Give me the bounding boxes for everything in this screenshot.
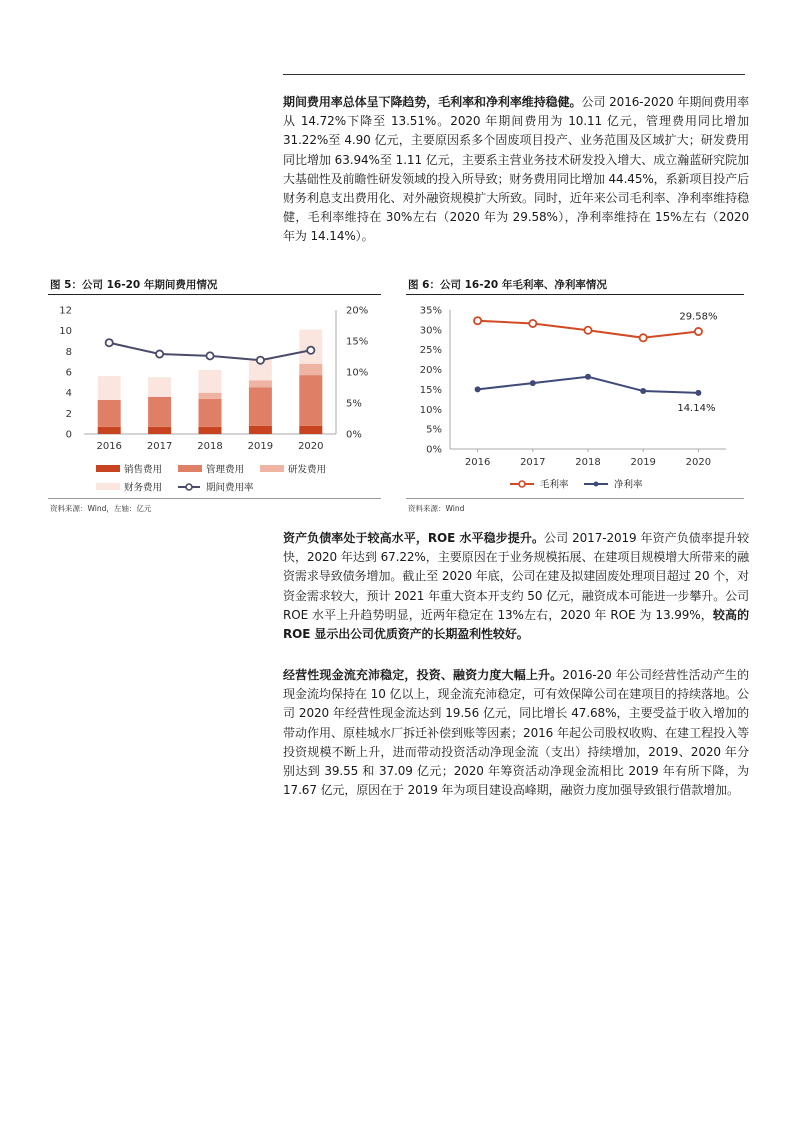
bar-segment — [199, 427, 222, 434]
legend-swatch — [178, 465, 202, 472]
bar-segment — [148, 377, 171, 397]
x-tick-label: 2017 — [520, 457, 546, 468]
line-point — [474, 317, 481, 324]
y2-tick-label: 0% — [346, 429, 362, 441]
x-tick-label: 2018 — [197, 441, 223, 452]
x-tick-label: 2016 — [464, 457, 491, 468]
x-tick-label: 2020 — [298, 441, 324, 452]
bar-segment — [299, 364, 322, 375]
bar-segment — [148, 427, 171, 434]
y-tick-label: 8 — [65, 346, 72, 358]
figure5-title-rule — [48, 294, 381, 295]
line-point — [530, 380, 536, 386]
paragraph-body: 公司 2016-2020 年期间费用率从 14.72%下降至 13.51%。2020 年期间费用为 10.11 亿元，管理费用同比增加 31.22%至 4.90 亿元，主要原因系多个固废项目投产、业务范围及区域扩大；研发费用同比增加 63.94%至 1.11 亿元，主要系主营业务技术研发投入增大、成立瀚蓝研究院加大基础性及前瞻性研发领域的投入所导致；财务费用同比增加 44.45%，系新项目投产后财务利息支出费用化、对外融资规模扩大所致。同时，近年来公司毛利率、净利率维持稳健，毛利率维持在 30%左右（2020 年为 29.58%），净利率维持在 15%左右（2020 年为 14.14%）。 — [283, 95, 749, 244]
x-tick-label: 2017 — [146, 441, 173, 452]
bar-segment — [249, 426, 272, 434]
paragraph-lead: 期间费用率总体呈下降趋势，毛利率和净利率维持稳健。 — [283, 95, 582, 109]
y-tick-label: 4 — [65, 388, 72, 400]
figure6-source-rule — [406, 498, 744, 499]
bar-segment — [199, 399, 222, 427]
data-label-net-margin-2020: 14.14% — [677, 402, 716, 414]
line-point — [584, 327, 591, 334]
line-point — [475, 386, 481, 392]
legend-label: 管理费用 — [206, 464, 245, 476]
x-tick-label: 2016 — [96, 441, 122, 452]
y-tick-label: 2 — [65, 408, 72, 420]
bar-segment — [98, 427, 121, 434]
y-tick-label: 5% — [426, 424, 442, 436]
paragraph-expense-ratio — [283, 93, 749, 247]
bar-segment — [299, 426, 322, 434]
y2-tick-label: 10% — [346, 367, 369, 379]
paragraph-cashflow — [283, 666, 749, 800]
legend-swatch — [96, 465, 120, 472]
line-point — [257, 357, 264, 364]
y-tick-label: 15% — [419, 384, 442, 396]
header-rule — [283, 74, 745, 75]
y2-tick-label: 15% — [346, 336, 369, 348]
bar-segment — [249, 388, 272, 426]
y-tick-label: 12 — [59, 305, 72, 317]
legend-swatch — [260, 465, 284, 472]
line-point — [640, 334, 647, 341]
line-point — [156, 350, 163, 357]
y-tick-label: 10 — [59, 326, 72, 338]
legend-label: 期间费用率 — [206, 482, 254, 494]
legend-label: 净利率 — [614, 479, 643, 491]
line-point — [529, 320, 536, 327]
figure5-title: 图 5：公司 16-20 年期间费用情况 — [50, 279, 218, 291]
paragraph-emphasis: 较高的 ROE 显示出公司优质资产的长期盈利性较好。 — [283, 607, 749, 642]
line-point — [695, 390, 701, 396]
line-point — [585, 374, 591, 380]
data-label-gross-margin-2020: 29.58% — [679, 311, 718, 323]
bar-segment — [98, 400, 121, 427]
x-tick-label: 2019 — [630, 457, 656, 468]
bar-segment — [199, 393, 222, 399]
paragraph-lead: 资产负债率处于较高水平，ROE 水平稳步提升。 — [283, 531, 545, 545]
y-tick-label: 35% — [419, 305, 442, 317]
y-tick-label: 25% — [419, 345, 442, 357]
figure5-chart — [48, 298, 382, 498]
x-tick-label: 2019 — [247, 441, 274, 452]
figure6-chart — [406, 298, 744, 498]
line-point — [640, 388, 646, 394]
y-tick-label: 10% — [419, 404, 442, 416]
legend-swatch-marker — [186, 484, 192, 490]
legend-swatch — [96, 483, 120, 490]
legend-swatch-marker — [519, 481, 525, 487]
legend-label: 毛利率 — [540, 479, 569, 491]
y-tick-label: 6 — [65, 367, 72, 379]
legend-label: 研发费用 — [288, 464, 327, 476]
figure6-source: 资料来源：Wind — [408, 504, 465, 513]
x-tick-label: 2018 — [575, 457, 601, 468]
paragraph-lead: 经营性现金流充沛稳定，投资、融资力度大幅上升。 — [283, 668, 563, 682]
figure6-title: 图 6：公司 16-20 年毛利率、净利率情况 — [408, 279, 607, 291]
figure6-title-rule — [406, 294, 744, 295]
y2-tick-label: 20% — [346, 305, 369, 317]
y2-tick-label: 5% — [346, 398, 362, 410]
legend-label: 财务费用 — [124, 482, 163, 494]
paragraph-body: 公司 2017-2019 年资产负债率提升较快，2020 年达到 67.22%，主要原因在于业务规模拓展、在建项目规模增大所带来的融资需求导致债务增加。截止至 2020 年底，公司在建及拟建固废处理项目超过 20 个，对资金需求较大，预计 2021 年重大资本开支约 50 亿元，融资成本可能进一步攀升。公司 ROE 水平上升趋势明显，近两年稳定在 13%左右，2020 年 ROE 为 13.99%， — [283, 531, 749, 622]
line-point — [106, 339, 113, 346]
x-tick-label: 2020 — [685, 457, 712, 468]
line-point — [695, 328, 702, 335]
legend-swatch-marker — [594, 482, 599, 487]
bar-segment — [98, 376, 121, 400]
y-tick-label: 30% — [419, 325, 442, 337]
y-tick-label: 20% — [419, 365, 442, 377]
figure5-source-rule — [48, 498, 381, 499]
y-tick-label: 0% — [426, 444, 442, 456]
legend-label: 销售费用 — [124, 464, 163, 476]
bar-segment — [199, 370, 222, 393]
paragraph-leverage-roe — [283, 529, 749, 644]
line-point — [307, 347, 314, 354]
bar-segment — [249, 380, 272, 387]
bar-segment — [148, 397, 171, 427]
y-tick-label: 0 — [65, 429, 72, 441]
line-point — [206, 352, 213, 359]
bar-segment — [299, 375, 322, 426]
paragraph-body: 2016-20 年公司经营性活动产生的现金流均保持在 10 亿以上，现金流充沛稳定，可有效保障公司在建项目的持续落地。公司 2020 年经营性现金流达到 19.56 亿元，同比增长 47.68%，主要受益于收入增加的带动作用、原桂城水厂拆迁补偿到账等因素；2016 年起公司股权收购、在建工程投入等投资规模不断上升，进而带动投资活动净现金流（支出）持续增加，2019、2020 年分别达到 39.55 和 37.09 亿元；2020 年筹资活动净现金流相比 2019 年有所下降，为 17.67 亿元，原因在于 2019 年为项目建设高峰期，融资力度加强导致银行借款增加。 — [283, 668, 749, 798]
figure5-source: 资料来源：Wind，左轴：亿元 — [50, 504, 152, 513]
